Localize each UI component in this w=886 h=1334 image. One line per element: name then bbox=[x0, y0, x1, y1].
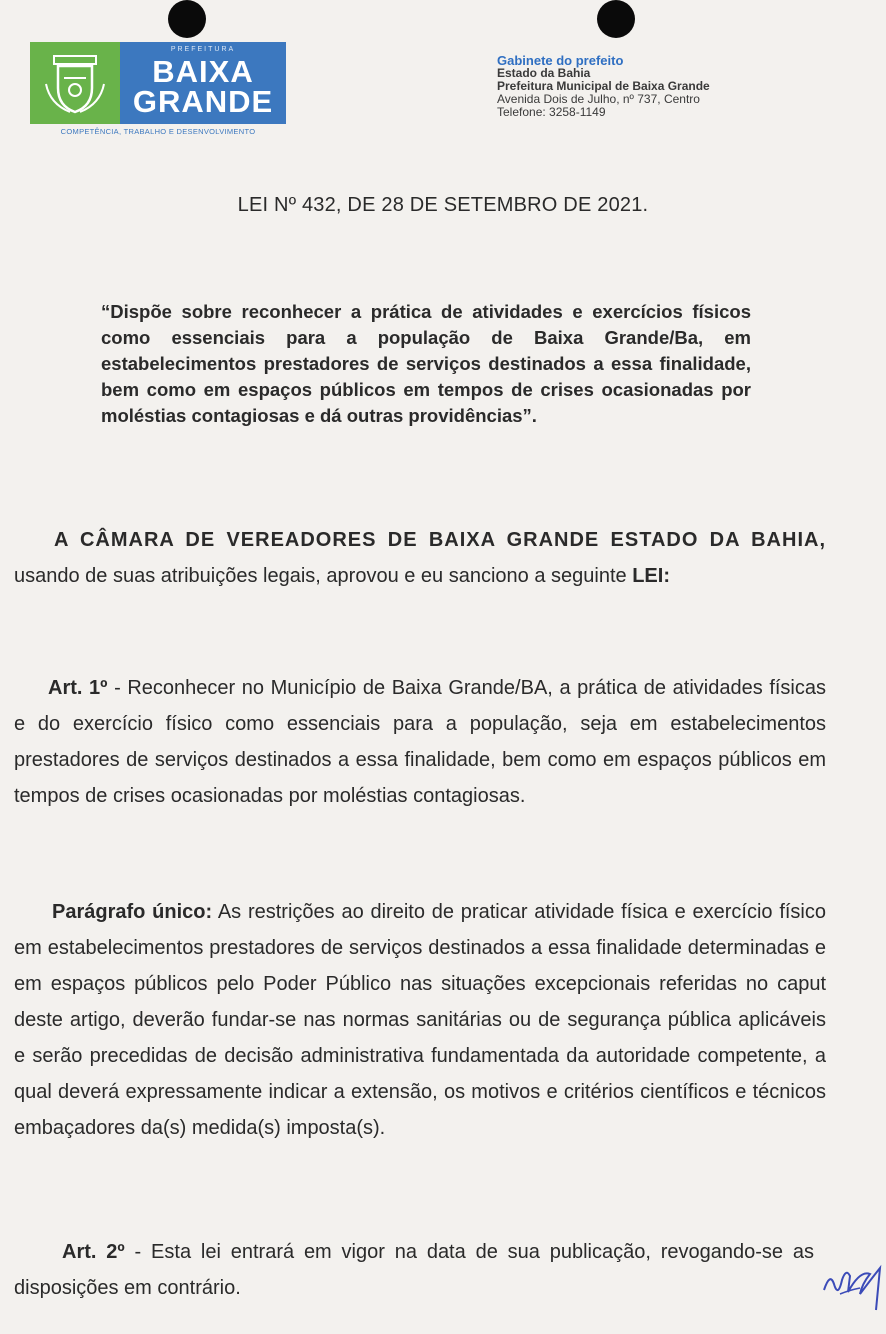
city-logo bbox=[30, 42, 286, 140]
logo-word-1: BAIXA bbox=[152, 54, 254, 89]
punch-hole-left bbox=[168, 0, 206, 38]
article-1 bbox=[14, 670, 826, 814]
article-1-text: - Reconhecer no Município de Baixa Grande/BA, a prática de atividades físicas e do exercício físico como essenciais para a população, seja em estabelecimentos prestadores de serviços destinados a essa finalidade, bem como em espaços públicos em tempos de crises ocasionadas por moléstias contagiosas. bbox=[14, 677, 826, 807]
state-name: Estado da Bahia bbox=[497, 66, 591, 80]
sole-paragraph-text: As restrições ao direito de praticar atividade física e exercício físico em estabelecimentos prestadores de serviços destinados a essa finalidade determinadas e em espaços públicos pelo Poder Público nas situações excepcionais referidas no caput deste artigo, deverão fundar-se nas normas sanitárias ou de segurança pública aplicáveis e serão precedidas de decisão administrativa fundamentada da autoridade competente, a qual deverá expressamente indicar a extensão, os motivos e critérios científicos e técnicos embaçadores da(s) medida(s) imposta(s). bbox=[14, 901, 826, 1139]
phone: Telefone: 3258-1149 bbox=[497, 105, 606, 119]
sole-paragraph-label: Parágrafo único: bbox=[52, 901, 213, 923]
article-2-text: - Esta lei entrará em vigor na data de sua publicação, revogando-se as disposições em contrário. bbox=[14, 1241, 815, 1299]
preamble-lead: A CÂMARA DE VEREADORES DE BAIXA GRANDE ESTADO DA BAHIA, bbox=[54, 529, 826, 551]
article-2 bbox=[14, 1234, 814, 1306]
law-title: LEI Nº 432, DE 28 DE SETEMBRO DE 2021. bbox=[237, 194, 649, 216]
article-2-label: Art. 2º bbox=[62, 1241, 125, 1263]
logo-word-2: GRANDE bbox=[132, 84, 274, 119]
preamble-end: LEI: bbox=[632, 565, 670, 587]
city-hall-name: Prefeitura Municipal de Baixa Grande bbox=[497, 79, 710, 93]
law-summary: “Dispõe sobre reconhecer a prática de atividades e exercícios físicos como essenciais para a população de Baixa Grande/Ba, em estabelecimentos prestadores de serviços destinados a essa finalidade, bem como em espaços públicos em tempos de crises ocasionadas por moléstias contagiosas e dá outras providências”. bbox=[101, 301, 751, 426]
logo-tagline: COMPETÊNCIA, TRABALHO E DESENVOLVIMENTO bbox=[60, 127, 256, 136]
preamble bbox=[14, 522, 826, 594]
sole-paragraph bbox=[14, 894, 826, 1146]
office-name: Gabinete do prefeito bbox=[497, 53, 624, 68]
address: Avenida Dois de Julho, nº 737, Centro bbox=[497, 92, 700, 106]
preamble-text: usando de suas atribuições legais, aprovou e eu sanciono a seguinte bbox=[14, 565, 633, 587]
letterhead-info bbox=[497, 54, 710, 119]
logo-super-text: PREFEITURA bbox=[170, 46, 236, 53]
article-1-label: Art. 1º bbox=[48, 677, 108, 699]
punch-hole-right bbox=[597, 0, 635, 38]
coat-of-arms-icon bbox=[30, 42, 120, 124]
initials-signature bbox=[820, 1250, 884, 1320]
